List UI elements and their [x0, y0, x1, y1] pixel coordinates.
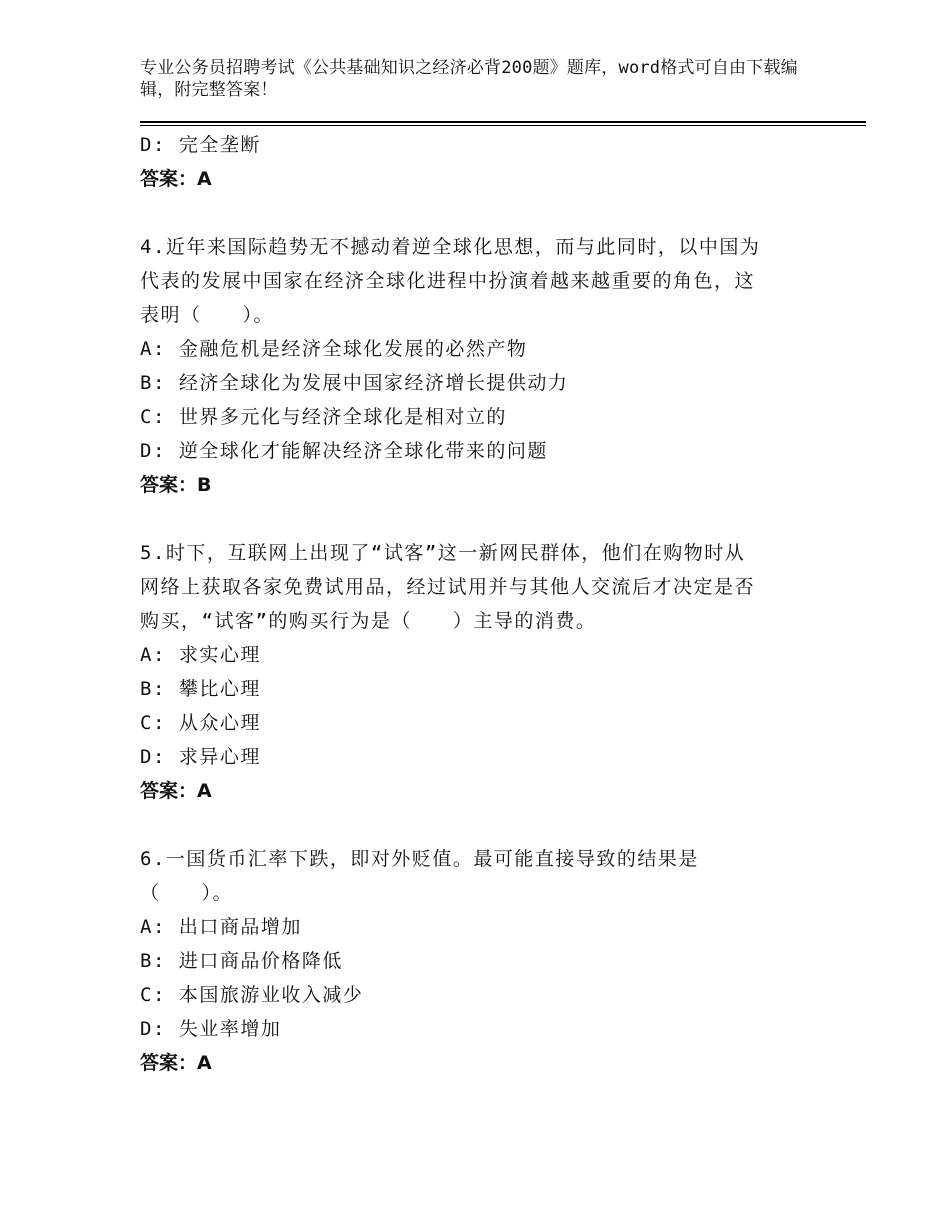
option-c: C: 世界多元化与经济全球化是相对立的 [140, 406, 507, 428]
option-a: A: 金融危机是经济全球化发展的必然产物 [140, 338, 528, 360]
option-d: D: 完全垄断 [140, 134, 261, 156]
answer-line: 答案：B [140, 474, 212, 496]
answer-line: 答案：A [140, 168, 212, 190]
question-6 [140, 842, 800, 1080]
option-b: B: 攀比心理 [140, 678, 261, 700]
option-c: C: 本国旅游业收入减少 [140, 984, 364, 1006]
question-5 [140, 536, 800, 808]
header-rule-thick [140, 121, 866, 123]
option-a: A: 出口商品增加 [140, 916, 302, 938]
question-text-line: 5.时下，互联网上出现了“试客”这一新网民群体，他们在购物时从 [140, 542, 746, 564]
question-text-line: （ ）。 [140, 882, 234, 904]
question-text-line: 表明（ ）。 [140, 304, 275, 326]
page-header: 专业公务员招聘考试《公共基础知识之经济必背200题》题库，word格式可自由下载编辑，附完整答案！ [140, 58, 798, 100]
question-text-line: 6.一国货币汇率下跌，即对外贬值。最可能直接导致的结果是 [140, 848, 699, 870]
answer-line: 答案：A [140, 1052, 212, 1074]
question-text-line: 网络上获取各家免费试用品，经过试用并与其他人交流后才决定是否 [140, 576, 756, 598]
header-rule-thin [140, 125, 866, 126]
question-text-line: 代表的发展中国家在经济全球化进程中扮演着越来越重要的角色，这 [140, 270, 756, 292]
option-b: B: 进口商品价格降低 [140, 950, 343, 972]
option-c: C: 从众心理 [140, 712, 261, 734]
question-4 [140, 230, 800, 502]
option-d: D: 求异心理 [140, 746, 261, 768]
option-d: D: 逆全球化才能解决经济全球化带来的问题 [140, 440, 548, 462]
option-d: D: 失业率增加 [140, 1018, 282, 1040]
document-body [140, 128, 800, 1080]
question-text-line: 4.近年来国际趋势无不撼动着逆全球化思想，而与此同时，以中国为 [140, 236, 761, 258]
question-text-line: 购买，“试客”的购买行为是（ ）主导的消费。 [140, 610, 597, 632]
option-b: B: 经济全球化为发展中国家经济增长提供动力 [140, 372, 569, 394]
answer-line: 答案：A [140, 780, 212, 802]
option-a: A: 求实心理 [140, 644, 261, 666]
